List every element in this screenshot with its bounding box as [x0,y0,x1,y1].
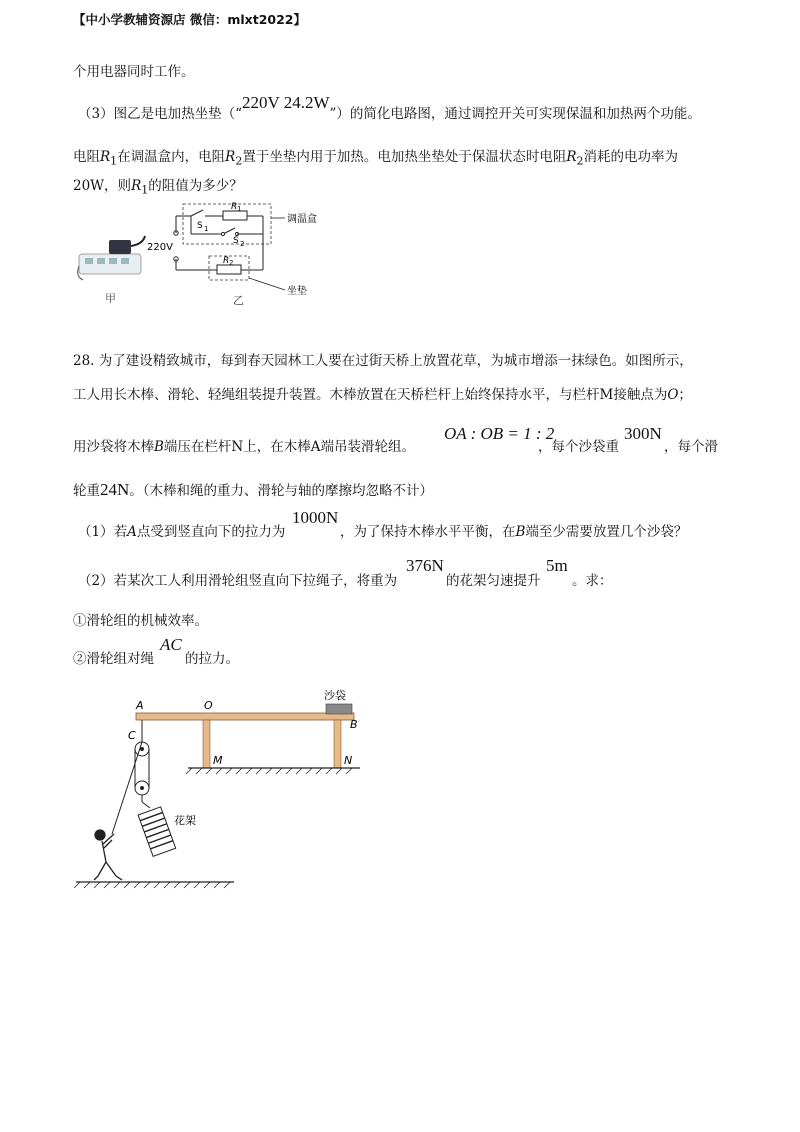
power-strip-icon [78,236,145,280]
q28-l4-a: 轮重 [73,483,100,499]
q28-part1-rest [340,523,687,541]
q28-part2: （2）若某次工人利用滑轮组竖直向下拉绳子，将重为 [78,573,398,589]
label-sandbag: 沙袋 [324,689,346,702]
q28-p1-d: 端至少需要放置几个沙袋？ [525,524,688,540]
sandbag-shape [326,704,352,714]
q27-3-l2-a: 电阻 [73,149,100,165]
q27-3-l2-c: 置于坐垫内用于加热。电加热坐垫处于保温状态时电阻 [242,149,567,165]
q28-line1: 28. 为了建设精致城市，每到春天园林工人要在过街天桥上放置花草，为城市增添一抹绿色。如图所示， [73,353,693,369]
lift-height: 5m [546,556,568,575]
wooden-beam [136,713,354,720]
label-n: N [344,754,353,767]
label-c: C [128,729,136,742]
sandbag-weight: 300N [624,424,662,443]
r2-label-sub: 2 [229,259,234,267]
q27-3-l3-b: 的阻值为多少？ [148,178,243,194]
railing-n [334,720,341,768]
label-b: B [350,718,358,731]
voltage-label: 220V [147,242,173,253]
ratio-formula: OA : OB = 1 : 2 [444,424,555,443]
q28-l4-b: 。（木棒和绳的重力、滑轮与轴的摩擦均忽略不计） [129,483,434,499]
q28-line4 [73,481,433,500]
q28-line2-text: 工人用长木棒、滑轮、轻绳组装提升装置。木棒放置在天桥栏杆上始终保持水平，与栏杆M接触点为 [73,387,668,403]
rope-ac-symbol: AC [160,635,182,654]
question-b-end: 的拉力。 [185,651,239,667]
q28-p2-b: 的花架匀速提升 [446,573,541,589]
q28-p1-c: ，为了保持木棒水平平衡，在 [340,524,516,540]
r1-symbol: R [100,149,111,165]
label-m: M [213,754,223,767]
q28-p1-a: （1）若 [78,524,128,540]
page-header: 【中小学教辅资源店 微信：mlxt2022】 [73,12,306,27]
q27-3-prefix: （3）图乙是电加热坐垫（“ [78,106,242,122]
question-b: ②滑轮组对绳 [73,651,154,667]
fig-b-label: 乙 [233,294,244,307]
q27-3-line2 [73,148,678,171]
r1-symbol-2: R [131,178,142,194]
label-rack: 花架 [174,814,196,827]
load-weight: 376N [406,556,444,575]
q28-p2-c: 。求： [572,573,613,589]
q27-3-l2-d: 消耗的电功率为 [583,149,679,165]
r1-sub-2: 1 [141,183,149,197]
railing-m [203,720,210,768]
q28-p1-b: 点受到竖直向下的拉力为 [136,524,286,540]
q28-line2-end: ； [678,387,692,403]
q27-3-line1 [78,93,701,123]
r1-sub: 1 [110,154,118,168]
r2-symbol: R [225,149,236,165]
r2-symbol-2: R [566,149,577,165]
point-a-symbol: A [127,524,137,540]
point-b-symbol-2: B [515,524,526,540]
q27-3-l3-a: 20W，则 [73,178,132,194]
fig-a-label: 甲 [105,292,116,305]
label-o: O [204,699,213,712]
q28-l3-d: ，每个沙袋重 [538,439,619,455]
question-a: ①滑轮组的机械效率。 [73,613,208,629]
r2-sub-2: 2 [576,154,584,168]
q27-3-suffix: ”）的简化电路图，通过调控开关可实现保温和加热两个功能。 [329,106,701,122]
worker-figure [94,830,122,880]
q28-line2 [73,386,692,404]
point-o-symbol: O [667,387,679,403]
control-box-label: 调温盒 [287,214,317,225]
circuit-wires [174,210,263,274]
ground-hatching [74,882,230,888]
force-value: 1000N [292,508,339,527]
r2-label: R [223,256,230,266]
q28-l3-e: ，每个滑 [664,439,718,455]
r2-sub: 2 [235,154,243,168]
s2-label-sub: 2 [240,240,245,248]
pulley-weight: 24N [100,480,130,499]
q28-line3 [73,438,415,456]
s1-label-sub: 1 [204,225,209,233]
point-b-symbol: B [154,439,164,455]
q28-l3-a: 用沙袋将木棒 [73,439,154,455]
r1-label: R [231,202,238,212]
q28-l3-c: 端压在栏杆N上，在木棒A端吊装滑轮组。 [163,439,415,455]
continuation-text: 个用电器同时工作。 [73,64,195,80]
s2-label: S [233,236,239,246]
s1-label: S [197,221,203,231]
bridge-hatching [186,768,352,774]
r1-label-sub: 1 [237,205,242,213]
seat-label: 坐垫 [287,286,307,297]
lever-pulley-figure [70,684,370,899]
q27-3-rating: 220V 24.2W [242,93,330,112]
flower-rack-shape [138,807,176,857]
circuit-figure [73,196,363,311]
q27-3-l2-b: 在调温盒内，电阻 [117,149,226,165]
label-a: A [136,699,144,712]
q28-part1 [78,523,285,541]
